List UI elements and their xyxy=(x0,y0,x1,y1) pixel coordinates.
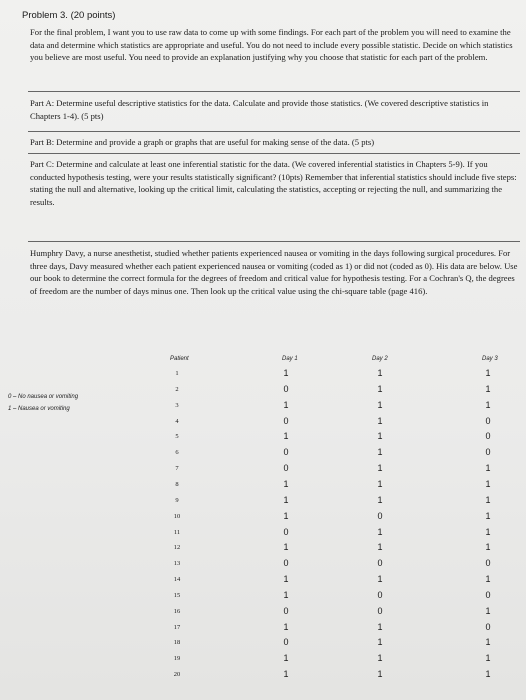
day-1-cell: 0 xyxy=(283,383,289,394)
day-1-cell: 0 xyxy=(283,447,289,458)
part-a-paragraph: Part A: Determine useful descriptive statistics for the data. Calculate and provide those statistics. (We covered descriptive statistics in Chapters 1-4). (5 pts) xyxy=(30,98,489,121)
day-3-cell: 1 xyxy=(485,637,491,648)
day-1-cell: 0 xyxy=(283,637,289,648)
day-1-cell: 1 xyxy=(283,431,289,442)
day-2-cell: 1 xyxy=(377,542,383,553)
patient-cell: 16 xyxy=(173,607,181,615)
day-2-cell: 1 xyxy=(377,447,383,458)
day-2-cell: 1 xyxy=(377,399,383,410)
patient-cell: 9 xyxy=(175,496,179,504)
day-1-cell: 1 xyxy=(283,653,289,664)
day-2-cell: 1 xyxy=(377,431,383,442)
day-3-cell: 1 xyxy=(485,494,491,505)
part-c-paragraph: Part C: Determine and calculate at least one inferential statistic for the data. (We covered inferential statistics in Chapters 5-9). If you conducted hypothesis testing, were your results statistically significant? (10pts) Remember that inferential statistics should include five steps: stating the null and alternative, looking up the critical limit, calculating the statistics, accepting or rejecting the null, and summarizing the results. xyxy=(30,159,517,207)
patient-cell: 8 xyxy=(175,480,179,488)
day-3-cell: 0 xyxy=(485,589,491,600)
day-2-cell: 1 xyxy=(377,637,383,648)
day-1-cell: 1 xyxy=(283,494,289,505)
problem-title: Problem 3. (20 points) xyxy=(22,10,116,21)
day-2-cell: 0 xyxy=(377,558,383,569)
patient-cell: 15 xyxy=(173,591,181,599)
day-3-cell: 0 xyxy=(485,447,491,458)
day-3-cell: 1 xyxy=(485,526,491,537)
section-divider xyxy=(28,153,520,154)
patient-cell: 10 xyxy=(173,512,181,520)
patient-cell: 17 xyxy=(173,623,181,631)
column-header-patient: Patient xyxy=(170,356,189,362)
day-2-cell: 1 xyxy=(377,383,383,394)
patient-cell: 5 xyxy=(175,433,179,441)
section-divider xyxy=(28,91,520,92)
day-1-cell: 1 xyxy=(283,368,289,378)
day-1-cell: 1 xyxy=(283,589,289,600)
patient-cell: 1 xyxy=(175,370,179,377)
day-3-cell: 0 xyxy=(485,415,491,426)
day-1-cell: 1 xyxy=(283,478,289,489)
day-3-cell: 1 xyxy=(485,574,491,585)
patient-cell: 18 xyxy=(173,639,181,647)
day-2-cell: 0 xyxy=(377,510,383,521)
day-1-cell: 1 xyxy=(283,669,289,680)
day-1-cell: 1 xyxy=(283,399,289,410)
day-3-cell: 1 xyxy=(485,383,491,394)
day-3-cell: 1 xyxy=(485,478,491,489)
patient-cell: 13 xyxy=(173,560,181,568)
column-header-day-1: Day 1 xyxy=(282,356,298,362)
day-3-cell: 1 xyxy=(485,399,491,410)
day-2-cell: 1 xyxy=(377,368,383,378)
scenario-paragraph: Humphry Davy, a nurse anesthetist, studied whether patients experienced nausea or vomiting in the days following surgical procedures. For three days, Davy measured whether each patient experienced nausea or vomiting (coded as 1) or did not (coded as 0). His data are below. Use our book to determine the correct formula for the degrees of freedom and critical value for hypothesis testing. For a Cochran's Q, the degrees of freedom are the number of days minus one. Then look up the critical value using the chi-square table (page 416). xyxy=(30,248,518,296)
day-3-cell: 1 xyxy=(485,368,491,378)
day-3-cell: 0 xyxy=(485,431,491,442)
patient-cell: 12 xyxy=(173,544,181,552)
day-2-cell: 1 xyxy=(377,463,383,474)
day-1-cell: 1 xyxy=(283,574,289,585)
day-3-cell: 1 xyxy=(485,463,491,474)
intro-paragraph: For the final problem, I want you to use raw data to come up with some findings. For each part of the problem you will need to examine the data and determine which statistics are appropriate and useful. You do not need to include every possible statistic. Decide on which statistics you believe are most useful. You need to provide an explanation justifying why you choose that statistic for each part of the problem. xyxy=(30,27,513,62)
patient-cell: 3 xyxy=(175,401,179,409)
day-2-cell: 1 xyxy=(377,669,383,680)
legend-one: 1 – Nausea or vomiting xyxy=(8,406,70,412)
patient-cell: 2 xyxy=(175,385,179,393)
day-1-cell: 1 xyxy=(283,542,289,553)
day-3-cell: 1 xyxy=(485,510,491,521)
patient-cell: 19 xyxy=(173,655,181,663)
day-3-cell: 1 xyxy=(485,669,491,680)
day-3-cell: 0 xyxy=(485,558,491,569)
day-2-cell: 0 xyxy=(377,605,383,616)
patient-cell: 6 xyxy=(175,449,179,457)
column-header-day-3: Day 3 xyxy=(482,356,498,362)
day-3-cell: 1 xyxy=(485,653,491,664)
day-1-cell: 0 xyxy=(283,558,289,569)
day-2-cell: 1 xyxy=(377,415,383,426)
patient-cell: 4 xyxy=(175,417,179,425)
day-1-cell: 0 xyxy=(283,605,289,616)
part-b-paragraph: Part B: Determine and provide a graph or graphs that are useful for making sense of the data. (5 pts) xyxy=(30,137,375,147)
day-2-cell: 1 xyxy=(377,494,383,505)
day-2-cell: 1 xyxy=(377,621,383,632)
patient-cell: 20 xyxy=(173,671,181,679)
day-1-cell: 0 xyxy=(283,415,289,426)
section-divider xyxy=(28,131,520,132)
section-divider xyxy=(28,241,520,242)
day-1-cell: 1 xyxy=(283,621,289,632)
day-1-cell: 0 xyxy=(283,526,289,537)
day-2-cell: 1 xyxy=(377,478,383,489)
day-3-cell: 1 xyxy=(485,542,491,553)
day-3-cell: 0 xyxy=(485,621,491,632)
patient-cell: 7 xyxy=(175,465,179,473)
day-2-cell: 1 xyxy=(377,574,383,585)
day-1-cell: 1 xyxy=(283,510,289,521)
legend-zero: 0 – No nausea or vomiting xyxy=(8,394,79,400)
day-2-cell: 1 xyxy=(377,526,383,537)
day-2-cell: 0 xyxy=(377,589,383,600)
day-2-cell: 1 xyxy=(377,653,383,664)
column-header-day-2: Day 2 xyxy=(372,356,388,362)
patient-cell: 14 xyxy=(173,576,181,584)
day-3-cell: 1 xyxy=(485,605,491,616)
patient-cell: 11 xyxy=(173,528,181,536)
day-1-cell: 0 xyxy=(283,463,289,474)
